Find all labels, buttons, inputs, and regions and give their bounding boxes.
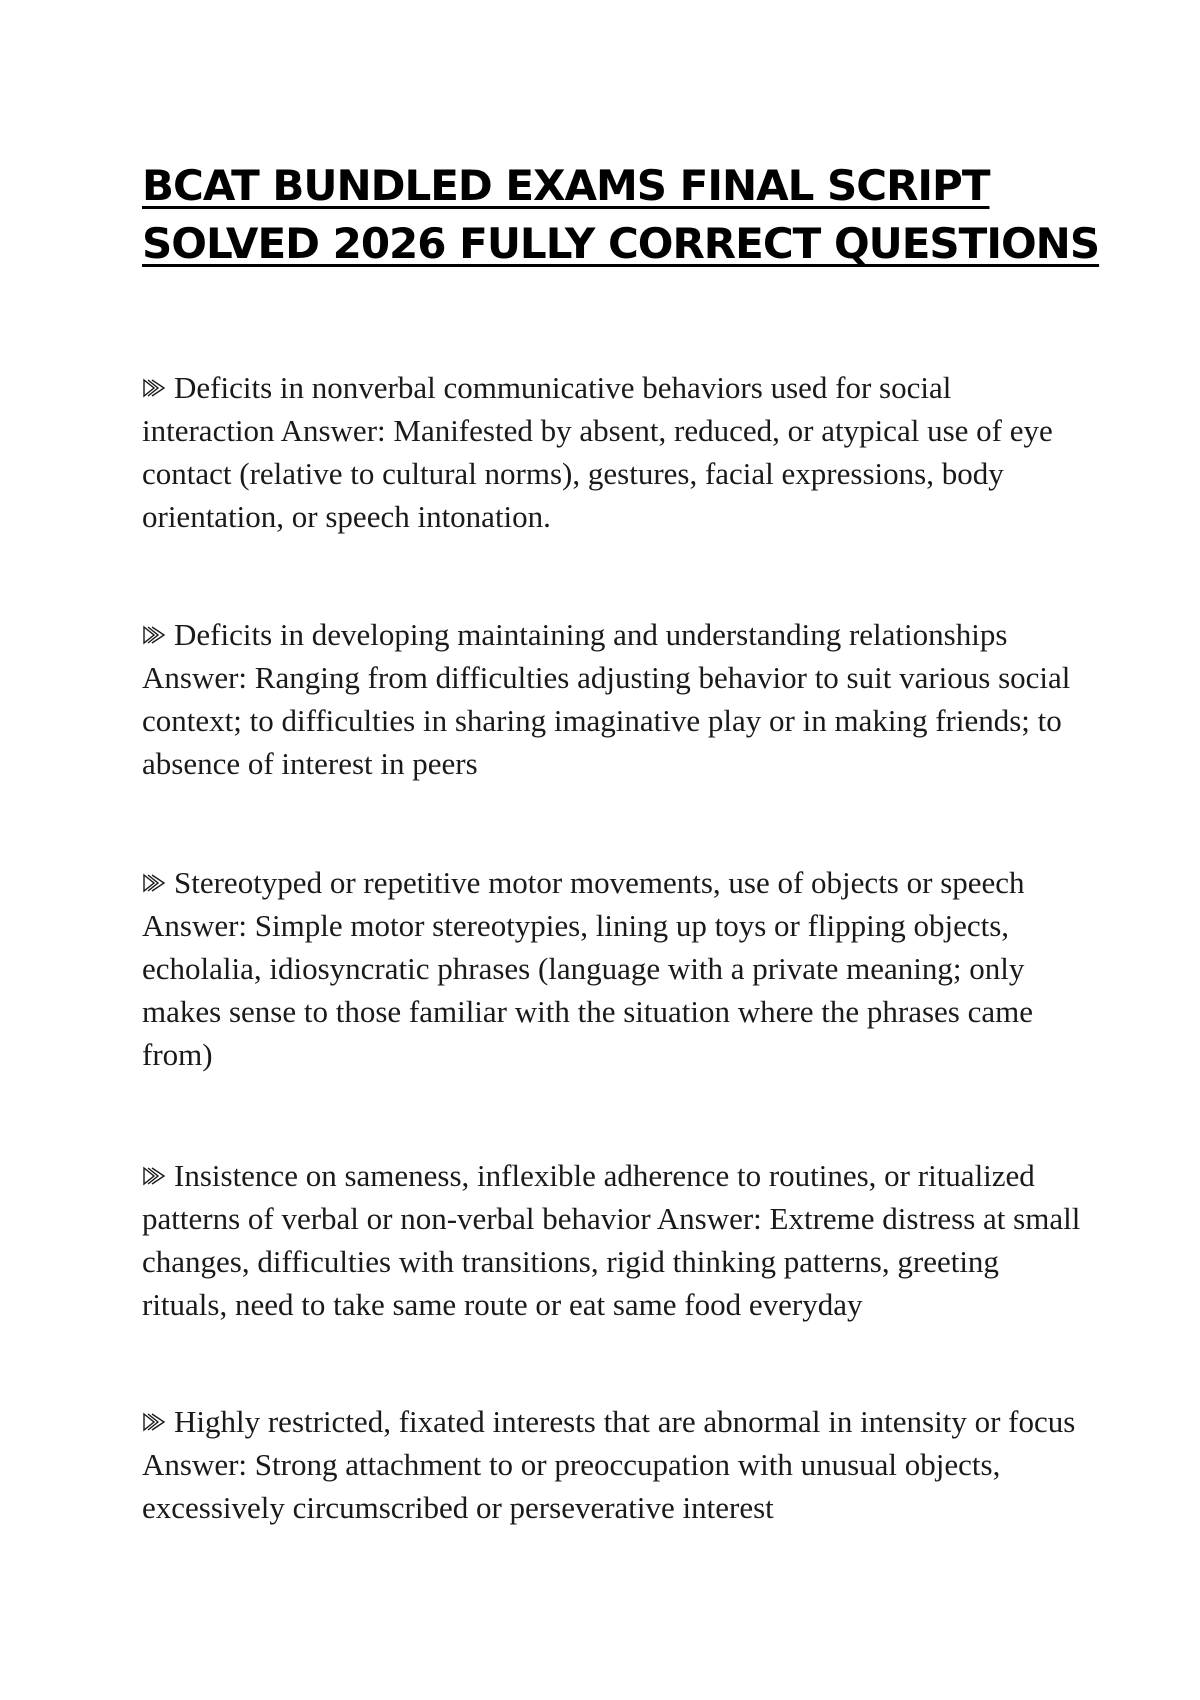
qa-text: Deficits in developing maintaining and understanding relationships Answer: Ranging from difficulties adjusting behavior to suit various social context; to difficulties in sharing imaginative play or in making friends; to absence of interest in peers <box>142 617 1071 781</box>
triple-chevron-right-icon <box>142 871 166 895</box>
triple-chevron-right-icon <box>142 1164 166 1188</box>
qa-text: Insistence on sameness, inflexible adherence to routines, or ritualized patterns of verbal or non-verbal behavior Answer: Extreme distress at small changes, difficulties with transitions, rigid thinking patterns, greeting rituals, need to take same route or eat same food everyday <box>142 1158 1081 1322</box>
qa-item <box>142 861 1082 1076</box>
qa-text: Deficits in nonverbal communicative behaviors used for social interaction Answer: Manifested by absent, reduced, or atypical use of eye contact (relative to cultural norms), gestures, facial expressions, body orientation, or speech intonation. <box>142 370 1053 534</box>
triple-chevron-right-icon <box>142 1410 166 1434</box>
qa-text: Highly restricted, fixated interests that are abnormal in intensity or focus Answer: Strong attachment to or preoccupation with unusual objects, excessively circumscribed or perseverative interest <box>142 1404 1076 1525</box>
qa-item <box>142 613 1082 785</box>
qa-item <box>142 1400 1082 1529</box>
title-line-1: BCAT BUNDLED EXAMS FINAL SCRIPT <box>142 161 990 210</box>
document-title <box>142 157 1100 273</box>
qa-item <box>142 1154 1082 1326</box>
qa-text: Stereotyped or repetitive motor movements, use of objects or speech Answer: Simple motor stereotypies, lining up toys or flipping objects, echolalia, idiosyncratic phrases (language with a private meaning; only makes sense to those familiar with the situation where the phrases came from) <box>142 865 1033 1072</box>
title-line-2: SOLVED 2026 FULLY CORRECT QUESTIONS <box>142 219 1100 268</box>
qa-item <box>142 366 1082 538</box>
triple-chevron-right-icon <box>142 376 166 400</box>
triple-chevron-right-icon <box>142 623 166 647</box>
